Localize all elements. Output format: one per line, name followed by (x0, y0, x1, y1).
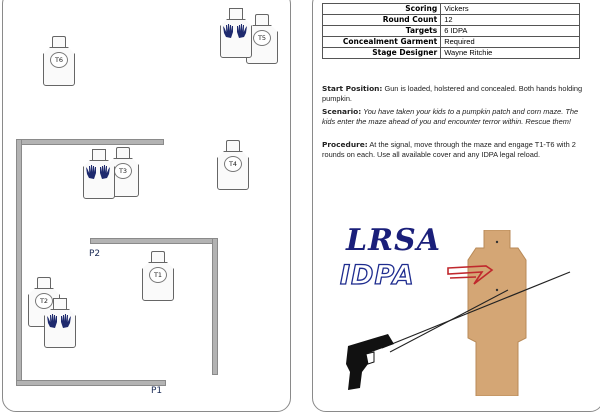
no-shoot-hands-icon (84, 164, 112, 182)
position-p2-label: P2 (89, 249, 101, 259)
start-position-paragraph (322, 84, 584, 104)
info-value: 12 (441, 15, 580, 26)
pistol-icon (340, 268, 576, 396)
info-key: Targets (323, 26, 441, 37)
wall-inner-right (212, 238, 218, 375)
scenario-label: Scenario: (322, 107, 362, 116)
procedure-paragraph (322, 140, 584, 160)
no-shoot-target (220, 8, 250, 56)
info-value: Vickers (441, 4, 580, 15)
idpa-logo: IDPA (340, 260, 415, 291)
info-value: Required (441, 37, 580, 48)
target-label: T4 (224, 156, 242, 172)
scenario-paragraph (322, 107, 584, 127)
no-shoot-target (44, 298, 74, 346)
info-value: Wayne Ritchie (441, 48, 580, 59)
table-row (323, 26, 580, 37)
procedure-label: Procedure: (322, 140, 368, 149)
target-label: T2 (35, 293, 53, 309)
info-key: Round Count (323, 15, 441, 26)
target-t4 (217, 140, 247, 188)
target-label: T5 (253, 30, 271, 46)
procedure-text: At the signal, move through the maze and engage T1-T6 with 2 rounds on each. Use all available cover and any IDPA legal reload. (322, 140, 576, 159)
table-row (323, 15, 580, 26)
info-value: 6 IDPA (441, 26, 580, 37)
wall-left-vertical (16, 139, 22, 386)
target-t6 (43, 36, 73, 84)
scenario-text: You have taken your kids to a pumpkin patch and corn maze. The kids enter the maze ahead of you and encounter terror within. Rescue them! (322, 107, 579, 126)
stage-info-table (322, 3, 580, 59)
start-position-label: Start Position: (322, 84, 383, 93)
lrsa-logo: LRSA (346, 223, 441, 258)
table-row (323, 37, 580, 48)
info-key: Concealment Garment (323, 37, 441, 48)
target-label: T6 (50, 52, 68, 68)
table-row (323, 4, 580, 15)
no-shoot-hands-icon (45, 313, 73, 331)
target-t1 (142, 251, 172, 299)
info-key: Stage Designer (323, 48, 441, 59)
no-shoot-target (83, 149, 113, 197)
wall-upper-top (16, 139, 164, 145)
wall-inner-top (90, 238, 218, 244)
target-label: T1 (149, 267, 167, 283)
no-shoot-hands-icon (221, 23, 249, 41)
table-row (323, 48, 580, 59)
wall-bottom (16, 380, 166, 386)
position-p1-label: P1 (151, 386, 163, 396)
target-label: T3 (114, 163, 132, 179)
start-position-text: Gun is loaded, holstered and concealed. Both hands holding pumpkin. (322, 84, 583, 103)
info-key: Scoring (323, 4, 441, 15)
